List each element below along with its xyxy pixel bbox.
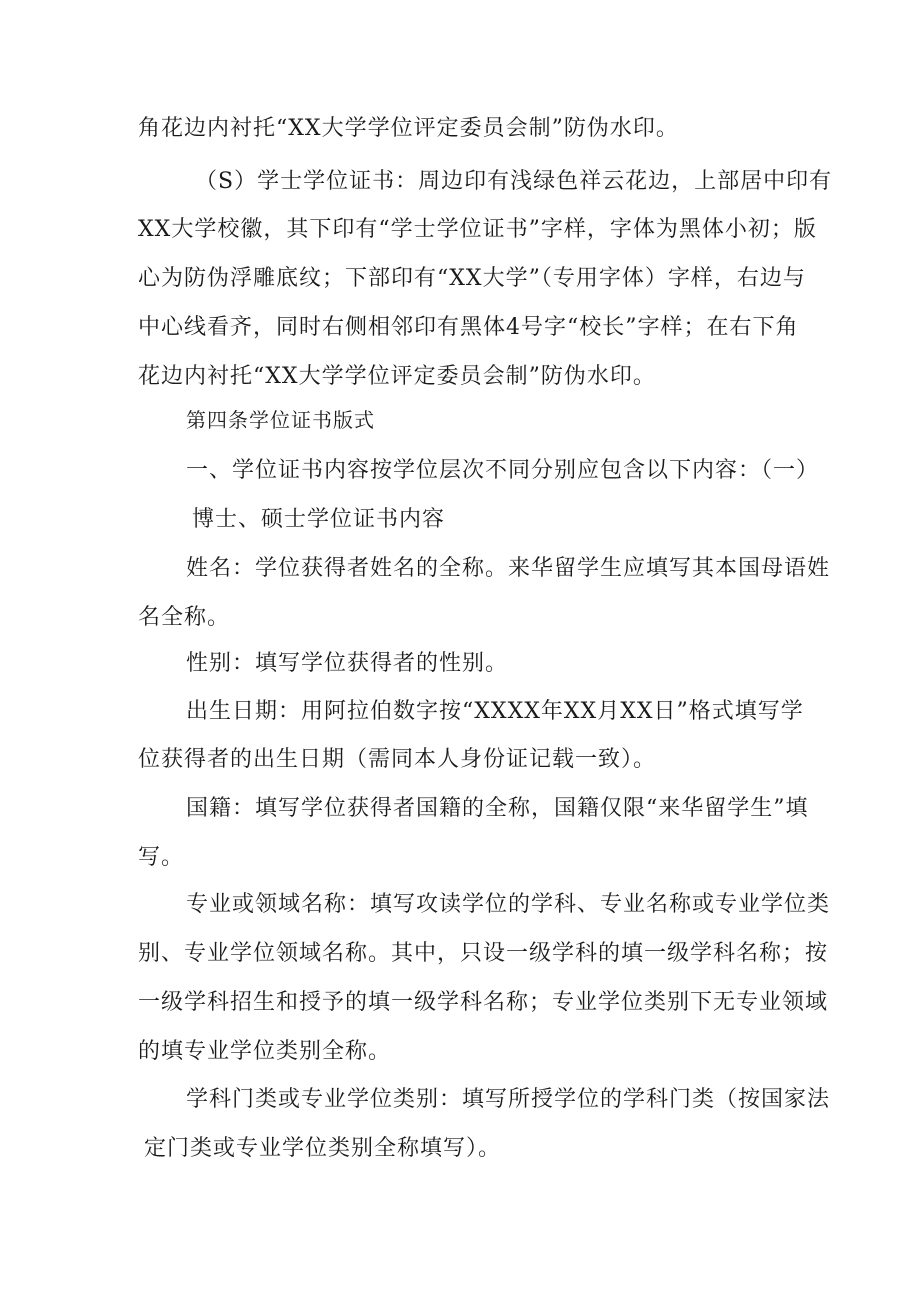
- text-line-3: XX大学校徽，其下印有“学士学位证书”字样，字体为黑体小初；版: [138, 217, 817, 242]
- text-line-10: 姓名：学位获得者姓名的全称。来华留学生应填写其本国母语姓: [186, 556, 831, 581]
- text-line-14: 位获得者的出生日期（需同本人身份证记载一致）。: [138, 747, 657, 772]
- text-line-17: 专业或领域名称：填写攻读学位的学科、专业名称或专业学位类: [186, 892, 831, 917]
- text-line-2: （S）学士学位证书：周边印有浅绿色祥云花边，上部居中印有: [195, 169, 833, 194]
- text-line-15: 国籍：填写学位获得者国籍的全称，国籍仅限“来华留学生”填: [186, 796, 809, 821]
- text-line-11: 名全称。: [138, 605, 231, 630]
- text-line-4: 心为防伪浮雕底纹；下部印有“XX大学”（专用字体）字样，右边与: [138, 266, 806, 291]
- text-line-12: 性别：填写学位获得者的性别。: [186, 651, 509, 676]
- text-line-18: 别、专业学位领域名称。其中，只设一级学科的填一级学科名称；按: [138, 941, 829, 966]
- text-line-22: 定门类或专业学位类别全称填写）。: [144, 1136, 502, 1161]
- section-heading: 第四条学位证书版式: [186, 408, 375, 432]
- text-line-6: 花边内衬托“XX大学学位评定委员会制”防伪水印。: [138, 364, 656, 389]
- text-line-13: 出生日期：用阿拉伯数字按“XXXX年XX月XX日”格式填写学: [186, 699, 804, 724]
- text-line-19: 一级学科招生和授予的填一级学科名称；专业学位类别下无专业领域: [138, 990, 829, 1015]
- text-line-21: 学科门类或专业学位类别：填写所授学位的学科门类（按国家法: [186, 1087, 831, 1112]
- text-line-8: 一、学位证书内容按学位层次不同分别应包含以下内容：（一）: [186, 458, 820, 483]
- text-line-5: 中心线看齐，同时右侧相邻印有黑体4号字“校长”字样；在右下角: [138, 315, 799, 340]
- text-line-20: 的填专业学位类别全称。: [138, 1039, 392, 1064]
- text-line-16: 写。: [138, 845, 185, 870]
- text-line-9: 博士、硕士学位证书内容: [192, 507, 446, 532]
- text-line-1: 角花边内衬托“XX大学学位评定委员会制”防伪水印。: [138, 116, 679, 141]
